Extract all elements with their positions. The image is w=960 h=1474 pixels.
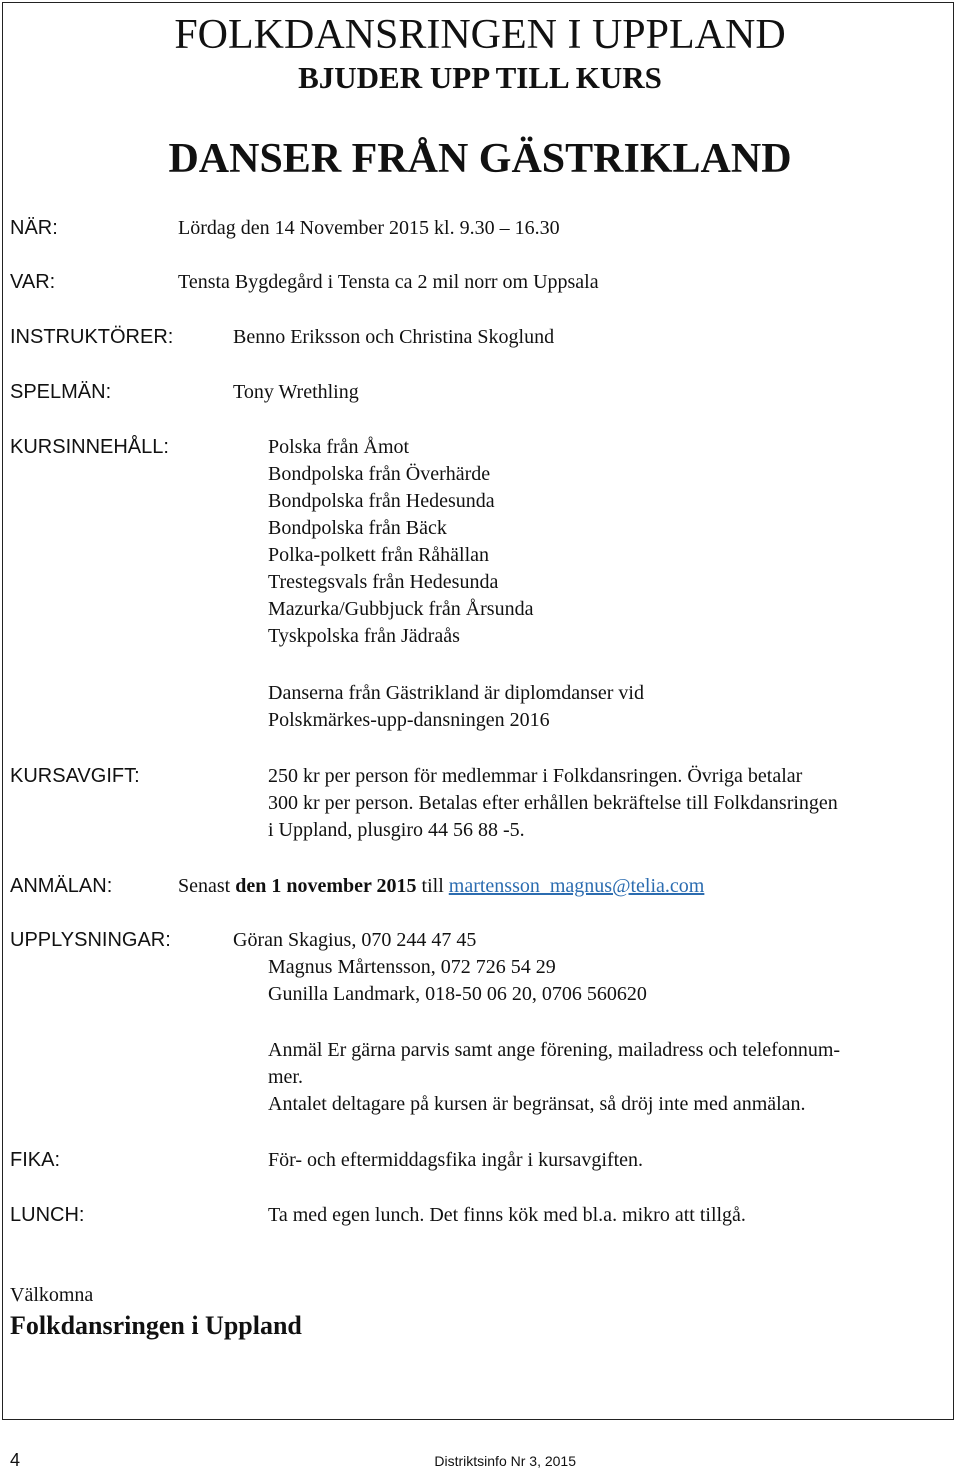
anmalan-value xyxy=(178,873,704,900)
closing-greeting: Välkomna xyxy=(10,1284,94,1306)
list-item: Bondpolska från Bäck xyxy=(268,517,447,539)
nar-value: Lördag den 14 November 2015 kl. 9.30 – 16.30 xyxy=(178,217,560,239)
lunch-value: Ta med egen lunch. Det finns kök med bl.a. mikro att tillgå. xyxy=(268,1204,746,1226)
kursavgift-label: KURSAVGIFT: xyxy=(10,765,140,787)
registration-notes xyxy=(268,1037,840,1118)
spelman-label: SPELMÄN: xyxy=(10,381,112,403)
anmalan-middle: till xyxy=(416,875,449,897)
fika-value: För- och eftermiddagsfika ingår i kursavgiften. xyxy=(268,1149,644,1171)
contact-line: Magnus Mårtensson, 072 726 54 29 xyxy=(268,956,556,978)
dance-list xyxy=(268,434,533,650)
note-line: mer. xyxy=(268,1066,303,1088)
email-link[interactable]: martensson_magnus@telia.com xyxy=(448,875,705,897)
contact-line: Göran Skagius, 070 244 47 45 xyxy=(233,929,477,951)
list-item: Trestegsvals från Hedesunda xyxy=(268,571,499,593)
page-title: FOLKDANSRINGEN I UPPLAND xyxy=(174,12,786,58)
kursinnehall-label: KURSINNEHÅLL: xyxy=(10,436,169,458)
page-subtitle: BJUDER UPP TILL KURS xyxy=(298,60,662,95)
contact-list xyxy=(268,954,647,1008)
var-value: Tensta Bygdegård i Tensta ca 2 mil norr om Uppsala xyxy=(178,271,599,293)
publication-footer: Distriktsinfo Nr 3, 2015 xyxy=(434,1453,576,1469)
lunch-label: LUNCH: xyxy=(10,1204,85,1226)
var-label: VAR: xyxy=(10,271,56,293)
list-item: Bondpolska från Hedesunda xyxy=(268,490,495,512)
list-item: Tyskpolska från Jädraås xyxy=(268,625,460,647)
spelman-value: Tony Wrethling xyxy=(233,381,359,403)
diploma-note-line: Polskmärkes-upp-dansningen 2016 xyxy=(268,709,550,731)
diploma-note xyxy=(268,680,644,734)
kursavgift-text xyxy=(268,763,838,844)
note-line: Antalet deltagare på kursen är begränsat, så dröj inte med anmälan. xyxy=(268,1093,806,1115)
list-item: Polska från Åmot xyxy=(268,436,410,458)
instruktorer-value: Benno Eriksson och Christina Skoglund xyxy=(233,326,555,348)
list-item: Bondpolska från Överhärde xyxy=(268,463,491,485)
fika-label: FIKA: xyxy=(10,1149,61,1171)
anmalan-label: ANMÄLAN: xyxy=(10,875,113,897)
contact-line: Gunilla Landmark, 018-50 06 20, 0706 560620 xyxy=(268,983,647,1005)
fee-line: 250 kr per person för medlemmar i Folkdansringen. Övriga betalar xyxy=(268,765,803,787)
list-item: Mazurka/Gubbjuck från Årsunda xyxy=(268,598,534,620)
upplysningar-label: UPPLYSNINGAR: xyxy=(10,929,171,951)
instruktorer-label: INSTRUKTÖRER: xyxy=(10,326,174,348)
nar-label: NÄR: xyxy=(10,217,58,239)
course-title: DANSER FRÅN GÄSTRIKLAND xyxy=(168,136,792,182)
anmalan-prefix: Senast xyxy=(178,875,236,897)
anmalan-deadline: den 1 november 2015 xyxy=(235,875,417,897)
note-line: Anmäl Er gärna parvis samt ange förening, mailadress och telefonnum- xyxy=(268,1039,841,1061)
list-item: Polka-polkett från Råhällan xyxy=(268,544,490,566)
page-number: 4 xyxy=(10,1450,21,1470)
closing-signature: Folkdansringen i Uppland xyxy=(10,1311,302,1340)
fee-line: i Uppland, plusgiro 44 56 88 -5. xyxy=(268,819,525,841)
fee-line: 300 kr per person. Betalas efter erhållen bekräftelse till Folkdansringen xyxy=(268,792,838,814)
diploma-note-line: Danserna från Gästrikland är diplomdanser vid xyxy=(268,682,644,704)
